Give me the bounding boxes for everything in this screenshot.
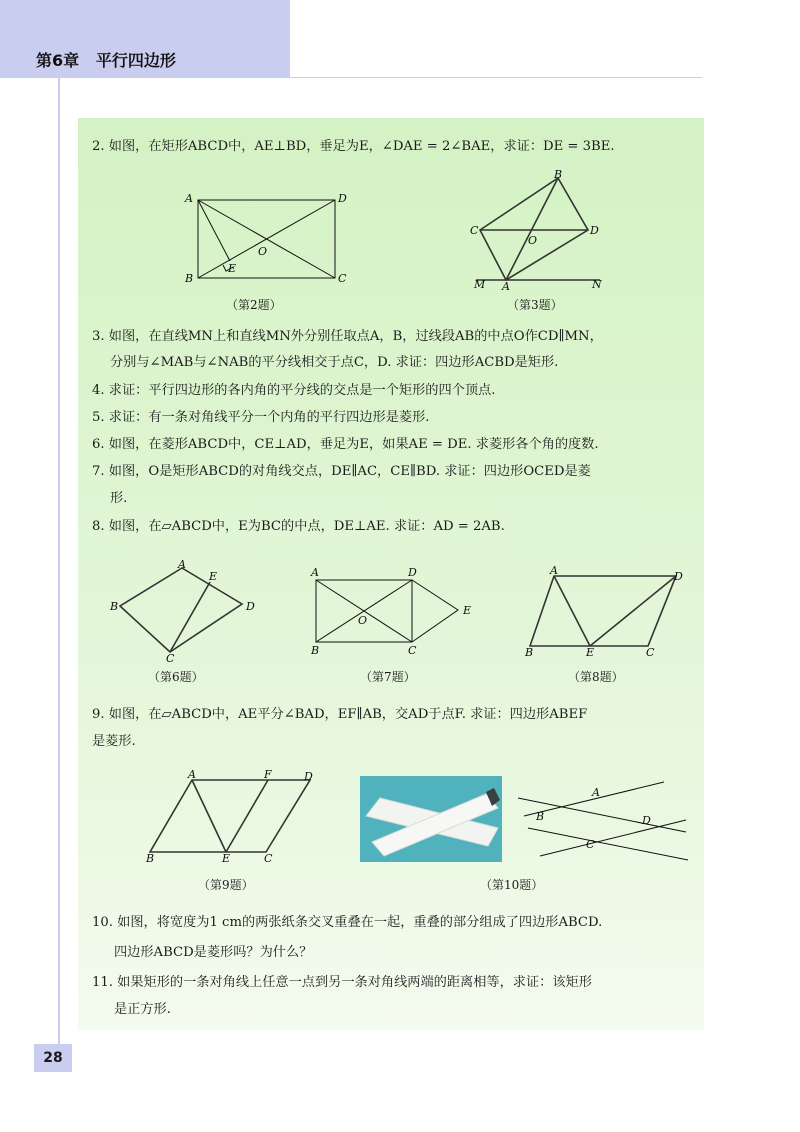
label-O: O <box>358 614 368 627</box>
segment-ef <box>226 780 268 852</box>
label-E: E <box>586 646 595 659</box>
problem-4: 4. 求证：平行四边形的各内角的平分线的交点是一个矩形的四个顶点. <box>92 383 496 398</box>
label-C: C <box>408 644 417 657</box>
figure-8 <box>520 564 690 660</box>
label-N: N <box>592 278 602 291</box>
label-E: E <box>228 262 237 275</box>
label-C: C <box>166 652 175 665</box>
label-E: E <box>222 852 231 865</box>
problem-6: 6. 如图，在菱形ABCD中，CE⊥AD，垂足为E，如果AE = DE. 求菱形各个角的度数. <box>92 437 599 452</box>
figure-2-rectangle <box>180 188 350 288</box>
segment-de <box>590 576 676 646</box>
label-B: B <box>311 644 320 657</box>
problem-8: 8. 如图，在▱ABCD中，E为BC的中点，DE⊥AE. 求证：AD = 2AB. <box>92 519 505 534</box>
chapter-number: 第6章 <box>36 51 80 70</box>
label-A: A <box>592 786 600 799</box>
problem-7-line-2: 形. <box>110 491 128 506</box>
label-C: C <box>338 272 347 285</box>
chapter-name: 平行四边形 <box>95 51 176 70</box>
caption-fig7: （第7题） <box>360 670 416 684</box>
label-E: E <box>463 604 472 617</box>
figure-10 <box>514 776 694 862</box>
caption-fig9: （第9题） <box>198 878 254 892</box>
label-M: M <box>474 278 486 291</box>
problem-3-line-1: 3. 如图，在直线MN上和直线MN外分别任取点A，B，过线段AB的中点O作CD∥MN， <box>92 329 603 344</box>
label-D: D <box>590 224 599 237</box>
rhombus-abcd <box>120 568 242 652</box>
label-E: E <box>209 570 218 583</box>
label-B: B <box>185 272 194 285</box>
label-B: B <box>536 810 545 823</box>
quad-acbd <box>480 178 588 280</box>
label-D: D <box>338 192 347 205</box>
problem-11-line-1: 11. 如果矩形的一条对角线上任意一点到另一条对角线两端的距离相等，求证：该矩形 <box>92 975 592 990</box>
problem-10-line-1: 10. 如图，将宽度为1 cm的两张纸条交叉重叠在一起，重叠的部分组成了四边形ABCD. <box>92 915 603 930</box>
chapter-title <box>36 48 176 71</box>
label-B: B <box>554 168 563 181</box>
problem-10-line-2: 四边形ABCD是菱形吗？为什么？ <box>114 945 313 960</box>
strip-edge-4 <box>540 820 686 856</box>
label-C: C <box>646 646 655 659</box>
caption-fig6: （第6题） <box>148 670 204 684</box>
segments-de-ce <box>412 580 458 642</box>
figure-6-rhombus <box>110 558 270 665</box>
paper-strips-drawing <box>360 776 502 862</box>
problem-3-line-2: 分别与∠MAB与∠NAB的平分线相交于点C，D. 求证：四边形ACBD是矩形. <box>110 355 559 370</box>
segment-ae <box>192 780 226 852</box>
caption-fig3: （第3题） <box>507 298 563 312</box>
label-A: A <box>188 768 196 781</box>
label-B: B <box>110 600 119 613</box>
problem-5: 5. 求证：有一条对角线平分一个内角的平行四边形是菱形. <box>92 410 430 425</box>
label-B: B <box>525 646 534 659</box>
caption-fig10: （第10题） <box>480 878 544 892</box>
problem-9-line-1: 9. 如图，在▱ABCD中，AE平分∠BAD，EF∥AB，交AD于点F. 求证：四边形ABEF <box>92 707 588 722</box>
caption-fig2: （第2题） <box>226 298 282 312</box>
parallelogram-abcd <box>150 780 310 852</box>
figure-9 <box>144 768 324 865</box>
header-rule <box>290 77 702 78</box>
segment-ce <box>170 582 210 652</box>
label-A: A <box>550 564 558 577</box>
figure-3 <box>470 168 610 293</box>
label-A: A <box>185 192 193 205</box>
label-C: C <box>264 852 273 865</box>
label-O: O <box>528 234 538 247</box>
problem-7-line-1: 7. 如图，O是矩形ABCD的对角线交点，DE∥AC，CE∥BD. 求证：四边形OCED是菱 <box>92 464 591 479</box>
problem-11-line-2: 是正方形. <box>114 1002 171 1017</box>
label-D: D <box>642 814 651 827</box>
label-C: C <box>470 224 479 237</box>
label-F: F <box>264 768 272 781</box>
label-A: A <box>502 280 510 293</box>
problem-2: 2. 如图，在矩形ABCD中，AE⊥BD，垂足为E，∠DAE = 2∠BAE，求证：DE = 3BE. <box>92 139 615 154</box>
label-D: D <box>246 600 255 613</box>
label-A: A <box>178 558 186 571</box>
label-O: O <box>258 245 268 258</box>
strip-edge-2 <box>528 828 688 860</box>
label-B: B <box>146 852 155 865</box>
label-D: D <box>674 570 683 583</box>
problem-9-line-2: 是菱形. <box>92 734 136 749</box>
label-D: D <box>304 770 313 783</box>
figure-7 <box>308 566 488 660</box>
page-number: 28 <box>34 1044 72 1072</box>
label-D: D <box>408 566 417 579</box>
caption-fig8: （第8题） <box>568 670 624 684</box>
segment-ae <box>554 576 590 646</box>
label-A: A <box>311 566 319 579</box>
left-margin-rule <box>58 78 60 1048</box>
photo-crossed-paper-strips <box>360 776 502 862</box>
label-C: C <box>586 838 595 851</box>
